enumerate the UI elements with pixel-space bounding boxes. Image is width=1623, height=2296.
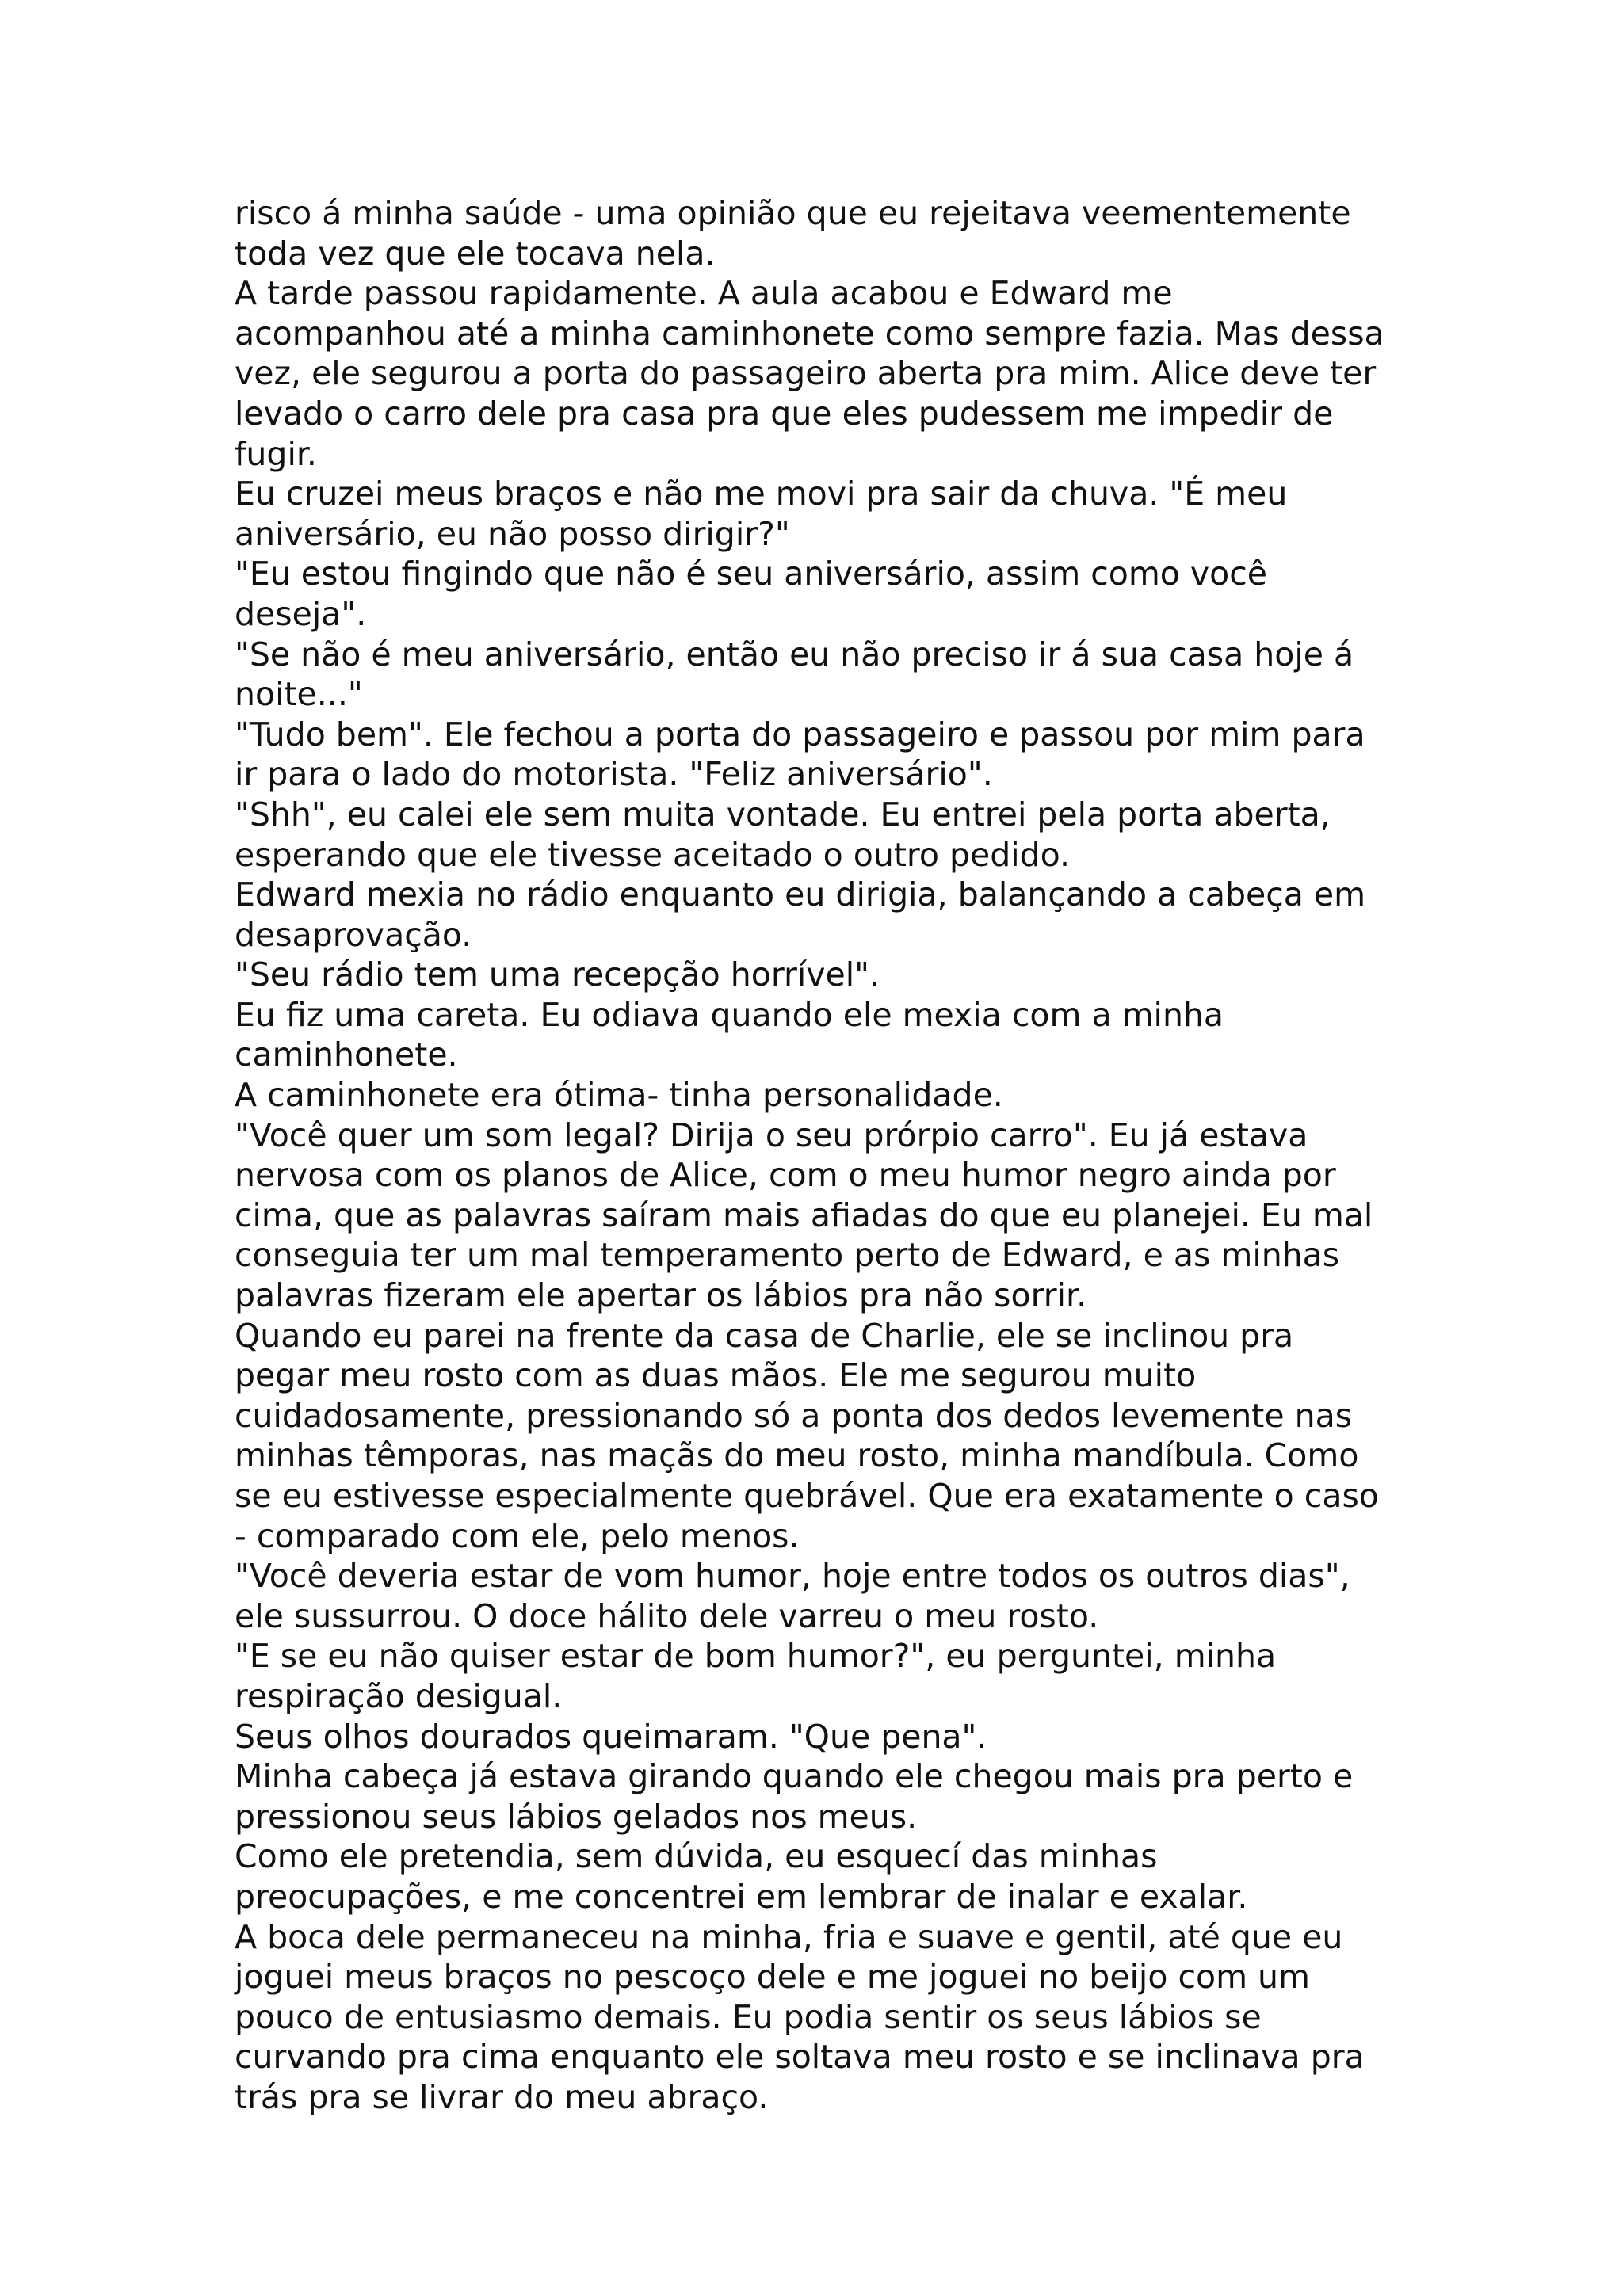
text-line: "Tudo bem". Ele fechou a porta do passageiro e passou por mim para (235, 715, 1365, 753)
text-line: pegar meu rosto com as duas mãos. Ele me segurou muito (235, 1356, 1197, 1395)
text-line: trás pra se livrar do meu abraço. (235, 2077, 769, 2116)
text-line: Quando eu parei na frente da casa de Charlie, ele se inclinou pra (235, 1316, 1294, 1355)
text-line: - comparado com ele, pelo menos. (235, 1516, 800, 1555)
text-line: risco á minha saúde - uma opinião que eu rejeitava veementemente (235, 194, 1351, 232)
text-line: levado o carro dele pra casa pra que eles pudessem me impedir de (235, 394, 1334, 433)
text-line: nervosa com os planos de Alice, com o meu humor negro ainda por (235, 1156, 1336, 1195)
text-line: aniversário, eu não posso dirigir?" (235, 514, 790, 553)
text-line: cima, que as palavras saíram mais afiadas do que eu planejei. Eu mal (235, 1196, 1373, 1234)
text-line: ir para o lado do motorista. "Feliz aniversário". (235, 755, 993, 794)
text-line: caminhonete. (235, 1035, 458, 1074)
text-line: "E se eu não quiser estar de bom humor?", eu perguntei, minha (235, 1637, 1277, 1676)
text-line: preocupações, e me concentrei em lembrar de inalar e exalar. (235, 1877, 1248, 1916)
text-line: A tarde passou rapidamente. A aula acabou e Edward me (235, 274, 1173, 313)
text-line: Minha cabeça já estava girando quando ele chegou mais pra perto e (235, 1757, 1354, 1796)
text-line: Edward mexia no rádio enquanto eu dirigia, balançando a cabeça em (235, 875, 1366, 914)
text-line: curvando pra cima enquanto ele soltava meu rosto e se inclinava pra (235, 2038, 1365, 2077)
text-line: deseja". (235, 594, 367, 633)
text-line: toda vez que ele tocava nela. (235, 234, 716, 273)
text-line: pouco de entusiasmo demais. Eu podia sentir os seus lábios se (235, 1997, 1262, 2036)
text-line: "Seu rádio tem uma recepção horrível". (235, 955, 880, 994)
text-line: "Se não é meu aniversário, então eu não preciso ir á sua casa hoje á (235, 635, 1354, 673)
text-line: desaprovação. (235, 915, 472, 954)
document-text (235, 193, 1423, 2118)
text-line: cuidadosamente, pressionando só a ponta dos dedos levemente nas (235, 1396, 1353, 1435)
text-line: acompanhou até a minha caminhonete como sempre fazia. Mas dessa (235, 314, 1384, 353)
text-line: fugir. (235, 434, 317, 473)
text-line: Eu cruzei meus braços e não me movi pra sair da chuva. "É meu (235, 475, 1288, 513)
text-line: "Você deveria estar de vom humor, hoje entre todos os outros dias", (235, 1557, 1350, 1596)
text-line: Como ele pretendia, sem dúvida, eu esquecí das minhas (235, 1837, 1158, 1876)
text-line: conseguia ter um mal temperamento perto de Edward, e as minhas (235, 1236, 1340, 1275)
text-line: ele sussurrou. O doce hálito dele varreu o meu rosto. (235, 1596, 1099, 1635)
text-line: "Eu estou fingindo que não é seu aniversário, assim como você (235, 555, 1267, 593)
text-line: palavras fizeram ele apertar os lábios pra não sorrir. (235, 1276, 1087, 1315)
text-line: noite..." (235, 675, 363, 714)
text-line: minhas têmporas, nas maçãs do meu rosto, minha mandíbula. Como (235, 1436, 1359, 1475)
text-line: vez, ele segurou a porta do passageiro aberta pra mim. Alice deve ter (235, 354, 1377, 393)
text-line: joguei meus braços no pescoço dele e me joguei no beijo com um (235, 1958, 1310, 1997)
text-line: Eu fiz uma careta. Eu odiava quando ele mexia com a minha (235, 995, 1224, 1034)
text-line: se eu estivesse especialmente quebrável. Que era exatamente o caso (235, 1477, 1379, 1515)
text-line: A boca dele permaneceu na minha, fria e suave e gentil, até que eu (235, 1917, 1343, 1956)
text-line: respiração desigual. (235, 1676, 563, 1715)
text-line: Seus olhos dourados queimaram. "Que pena". (235, 1717, 987, 1756)
text-line: "Shh", eu calei ele sem muita vontade. Eu entrei pela porta aberta, (235, 795, 1331, 833)
text-line: "Você quer um som legal? Dirija o seu prórpio carro". Eu já estava (235, 1116, 1308, 1154)
text-line: A caminhonete era ótima- tinha personalidade. (235, 1076, 1003, 1115)
text-line: pressionou seus lábios gelados nos meus. (235, 1797, 918, 1836)
text-line: esperando que ele tivesse aceitado o outro pedido. (235, 835, 1071, 874)
